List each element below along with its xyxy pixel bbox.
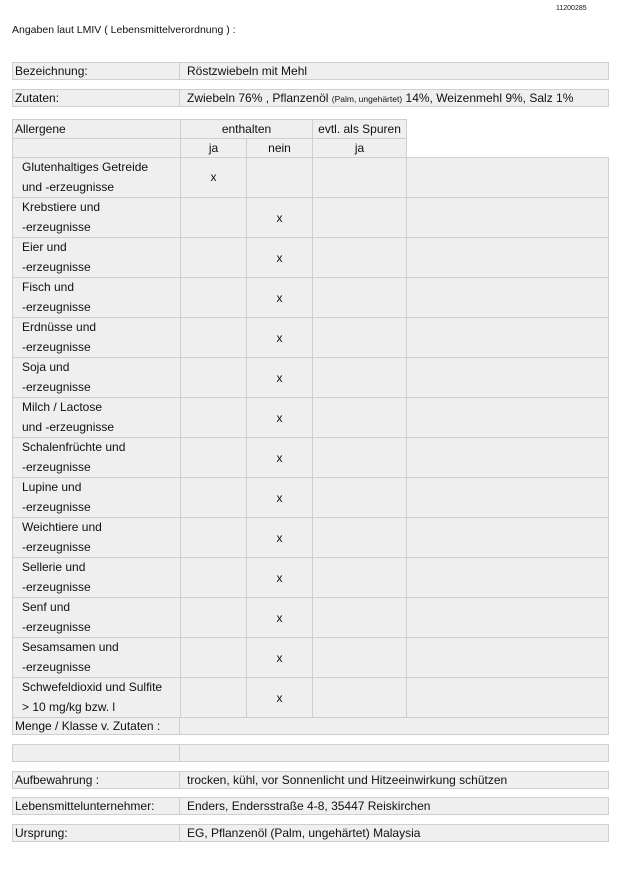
allergen-name (13, 198, 181, 238)
allergen-row (13, 598, 609, 638)
allergen-name-line2: -erzeugnisse (22, 219, 91, 234)
allergen-name (13, 598, 181, 638)
allergen-nein-mark (247, 158, 313, 198)
allergen-name-line1: Weichtiere und (22, 520, 102, 534)
allergen-extra-cell (407, 238, 609, 278)
allergen-name-line1: Milch / Lactose (22, 400, 103, 414)
allergen-table (12, 119, 609, 718)
allergen-nein-mark: x (247, 678, 313, 718)
blank-row (12, 744, 609, 762)
allergen-name (13, 358, 181, 398)
allergen-spuren-mark (313, 518, 407, 558)
nein-header: nein (247, 139, 313, 158)
subheader-blank-2 (407, 139, 609, 158)
allergen-ja-mark (181, 638, 247, 678)
allergen-spuren-mark (313, 438, 407, 478)
allergen-nein-mark: x (247, 438, 313, 478)
allergen-extra-cell (407, 518, 609, 558)
allergen-name-line1: Schalenfrüchte und (22, 440, 126, 454)
allergen-row (13, 558, 609, 598)
allergen-name-line1: Sellerie und (22, 560, 86, 574)
allergen-name-line1: Schwefeldioxid und Sulfite (22, 680, 163, 694)
allergen-name (13, 318, 181, 358)
zutaten-value-part1: Zwiebeln 76% , Pflanzenöl (187, 91, 329, 105)
bezeichnung-value: Röstzwiebeln mit Mehl (180, 62, 609, 80)
bezeichnung-label: Bezeichnung: (12, 62, 180, 80)
allergen-ja-mark (181, 478, 247, 518)
allergen-spuren-mark (313, 358, 407, 398)
allergen-row (13, 278, 609, 318)
menge-value (180, 717, 609, 735)
allergen-extra-cell (407, 678, 609, 718)
allergen-name-line2: -erzeugnisse (22, 619, 91, 634)
allergen-spuren-mark (313, 638, 407, 678)
allergen-row (13, 638, 609, 678)
zutaten-row (12, 89, 609, 107)
allergen-ja-mark (181, 198, 247, 238)
allergen-ja-mark (181, 398, 247, 438)
allergen-name-line2: -erzeugnisse (22, 539, 91, 554)
allergen-name (13, 678, 181, 718)
allergen-nein-mark: x (247, 398, 313, 438)
unternehmer-row (12, 797, 609, 815)
zutaten-value-note: (Palm, ungehärtet) (331, 94, 403, 104)
allergen-ja-mark (181, 598, 247, 638)
allergen-name-line1: Lupine und (22, 480, 82, 494)
allergen-extra-cell (407, 598, 609, 638)
allergen-spuren-mark (313, 598, 407, 638)
allergen-name-line2: -erzeugnisse (22, 659, 91, 674)
enthalten-header: enthalten (181, 120, 313, 139)
blank-value (180, 744, 609, 762)
allergen-nein-mark: x (247, 598, 313, 638)
allergen-row (13, 238, 609, 278)
allergen-name-line2: und -erzeugnisse (22, 179, 115, 194)
allergen-name (13, 558, 181, 598)
allergen-nein-mark: x (247, 358, 313, 398)
allergen-spuren-mark (313, 158, 407, 198)
ursprung-label: Ursprung: (12, 824, 180, 842)
allergen-extra-cell (407, 638, 609, 678)
allergen-name (13, 638, 181, 678)
allergen-nein-mark: x (247, 198, 313, 238)
allergen-ja-mark (181, 238, 247, 278)
allergen-extra-cell (407, 478, 609, 518)
allergen-name-line2: -erzeugnisse (22, 299, 91, 314)
allergen-name-line2: -erzeugnisse (22, 499, 91, 514)
allergen-extra-cell (407, 278, 609, 318)
allergen-row (13, 158, 609, 198)
allergen-ja-mark (181, 358, 247, 398)
allergen-spuren-mark (313, 478, 407, 518)
allergen-spuren-mark (313, 318, 407, 358)
allergen-name-line1: Senf und (22, 600, 71, 614)
allergen-name (13, 478, 181, 518)
allergen-spuren-mark (313, 678, 407, 718)
allergen-name-line1: Glutenhaltiges Getreide (22, 160, 149, 174)
menge-row (12, 717, 609, 735)
allergen-spuren-mark (313, 238, 407, 278)
allergen-row (13, 438, 609, 478)
allergen-name-line2: und -erzeugnisse (22, 419, 115, 434)
allergen-name-line1: Soja und (22, 360, 70, 374)
zutaten-value (180, 89, 609, 107)
allergen-name-line2: -erzeugnisse (22, 459, 91, 474)
allergen-nein-mark: x (247, 558, 313, 598)
blank-label (12, 744, 180, 762)
aufbewahrung-value: trocken, kühl, vor Sonnenlicht und Hitzeeinwirkung schützen (180, 771, 609, 789)
allergen-nein-mark: x (247, 638, 313, 678)
allergen-nein-mark: x (247, 478, 313, 518)
allergen-name-line1: Krebstiere und (22, 200, 101, 214)
unternehmer-value: Enders, Endersstraße 4-8, 35447 Reiskirchen (180, 797, 609, 815)
aufbewahrung-row (12, 771, 609, 789)
allergene-header: Allergene (13, 120, 181, 139)
allergen-spuren-mark (313, 278, 407, 318)
subheader-blank (13, 139, 181, 158)
allergen-spuren-mark (313, 398, 407, 438)
allergen-name (13, 518, 181, 558)
allergen-name-line1: Eier und (22, 240, 67, 254)
allergen-row (13, 198, 609, 238)
allergen-spuren-mark (313, 558, 407, 598)
allergen-name-line1: Erdnüsse und (22, 320, 97, 334)
allergen-name-line1: Fisch und (22, 280, 75, 294)
allergen-ja-mark: x (181, 158, 247, 198)
allergen-name-line2: -erzeugnisse (22, 259, 91, 274)
allergen-name-line2: -erzeugnisse (22, 379, 91, 394)
header-text: Angaben laut LMIV ( Lebensmittelverordnung ) : (12, 24, 236, 36)
unternehmer-label: Lebensmittelunternehmer: (12, 797, 180, 815)
allergen-name (13, 278, 181, 318)
allergen-name-line2: > 10 mg/kg bzw. l (22, 699, 116, 714)
allergen-extra-cell (407, 318, 609, 358)
allergen-row (13, 478, 609, 518)
zutaten-label: Zutaten: (12, 89, 180, 107)
allergen-name (13, 438, 181, 478)
allergen-extra-cell (407, 438, 609, 478)
allergen-nein-mark: x (247, 318, 313, 358)
allergen-name (13, 238, 181, 278)
ursprung-row (12, 824, 609, 842)
aufbewahrung-label: Aufbewahrung : (12, 771, 180, 789)
allergen-ja-mark (181, 678, 247, 718)
ursprung-value: EG, Pflanzenöl (Palm, ungehärtet) Malaysia (180, 824, 609, 842)
ja-header: ja (181, 139, 247, 158)
zutaten-value-part2: 14%, Weizenmehl 9%, Salz 1% (405, 91, 574, 105)
allergen-ja-mark (181, 278, 247, 318)
allergen-name-line1: Sesamsamen und (22, 640, 119, 654)
allergen-row (13, 318, 609, 358)
allergen-extra-cell (407, 358, 609, 398)
allergen-row (13, 678, 609, 718)
allergen-extra-cell (407, 558, 609, 598)
allergen-ja-mark (181, 438, 247, 478)
allergen-name-line2: -erzeugnisse (22, 579, 91, 594)
menge-label: Menge / Klasse v. Zutaten : (12, 717, 180, 735)
allergen-extra-cell (407, 198, 609, 238)
allergen-name (13, 158, 181, 198)
bezeichnung-row (12, 62, 609, 80)
allergen-spuren-mark (313, 198, 407, 238)
allergen-ja-mark (181, 518, 247, 558)
allergen-row (13, 358, 609, 398)
document-number: 11200285 (556, 5, 587, 12)
allergen-nein-mark: x (247, 238, 313, 278)
allergen-extra-cell (407, 158, 609, 198)
allergen-subheader-row (13, 139, 609, 158)
allergen-name (13, 398, 181, 438)
allergen-ja-mark (181, 318, 247, 358)
spuren-ja-header: ja (313, 139, 407, 158)
allergen-nein-mark: x (247, 278, 313, 318)
allergen-extra-cell (407, 398, 609, 438)
header-blank (407, 120, 609, 139)
allergen-nein-mark: x (247, 518, 313, 558)
allergen-ja-mark (181, 558, 247, 598)
spuren-header: evtl. als Spuren (313, 120, 407, 139)
allergen-row (13, 398, 609, 438)
allergen-name-line2: -erzeugnisse (22, 339, 91, 354)
allergen-header-row (13, 120, 609, 139)
allergen-row (13, 518, 609, 558)
